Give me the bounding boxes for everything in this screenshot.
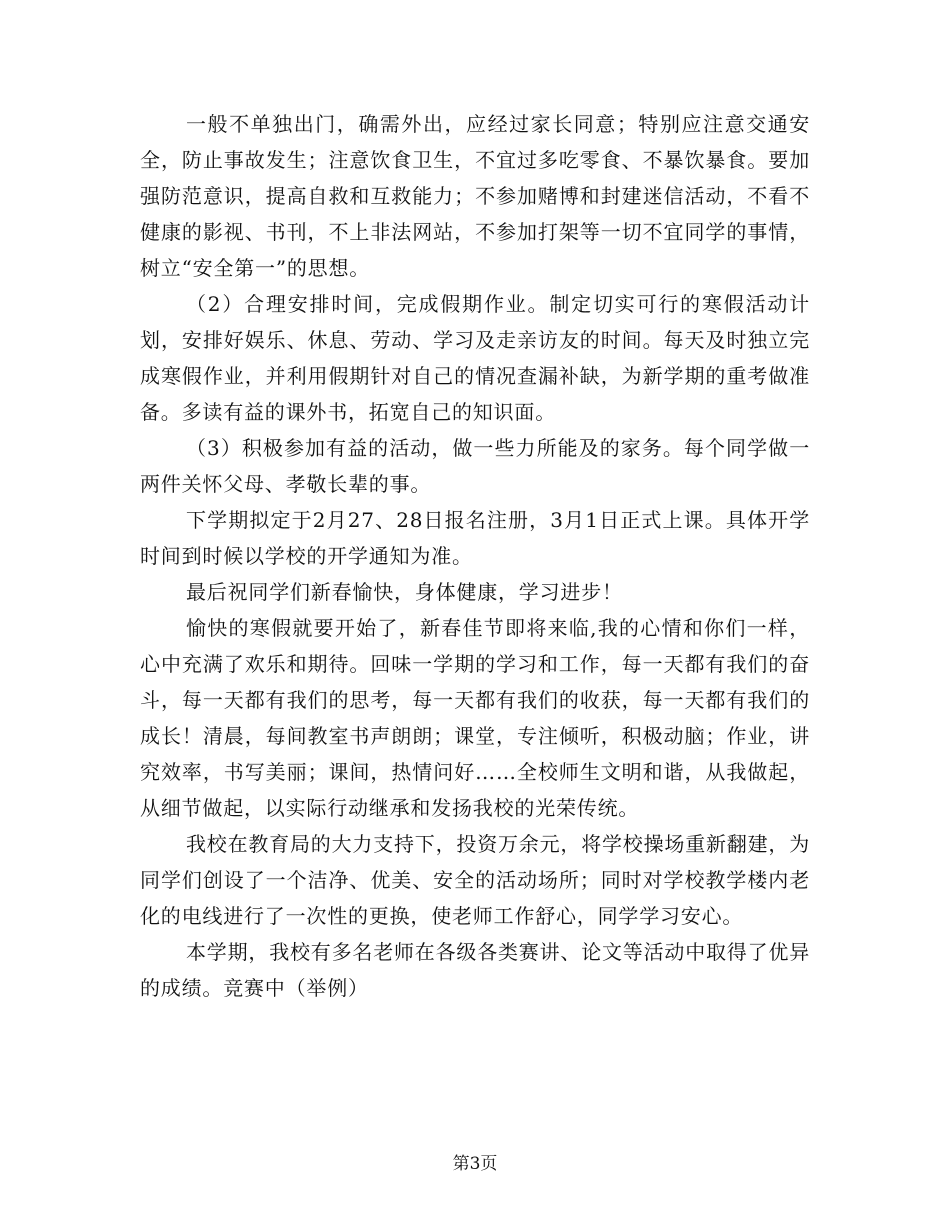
paragraph-achievements: 本学期，我校有多名老师在各级各类赛讲、论文等活动中取得了优异的成绩。竞赛中（举例） xyxy=(140,940,810,1000)
document-body xyxy=(140,106,810,1006)
paragraph-safety: 一般不单独出门，确需外出，应经过家长同意；特别应注意交通安全，防止事故发生；注意饮食卫生，不宜过多吃零食、不暴饮暴食。要加强防范意识，提高自救和互救能力；不参加赌博和封建迷信活动，不看不健康的影视、书刊，不上非法网站，不参加打架等一切不宜同学的事情，树立“安全第一”的思想。 xyxy=(140,112,810,280)
paragraph-registration: 下学期拟定于2月27、28日报名注册，3月1日正式上课。具体开学时间到时候以学校的开学通知为准。 xyxy=(140,508,810,568)
page-number: 第3页 xyxy=(452,1154,498,1174)
paragraph-time-management: （2）合理安排时间，完成假期作业。制定切实可行的寒假活动计划，安排好娱乐、休息、劳动、学习及走亲访友的时间。每天及时独立完成寒假作业，并利用假期针对自己的情况查漏补缺，为新学期的重考做准备。多读有益的课外书，拓宽自己的知识面。 xyxy=(140,292,810,424)
paragraph-wishes: 最后祝同学们新春愉快，身体健康，学习进步！ xyxy=(186,580,623,604)
paragraph-winter-break: 愉快的寒假就要开始了，新春佳节即将来临,我的心情和你们一样，心中充满了欢乐和期待。回味一学期的学习和工作，每一天都有我们的奋斗，每一天都有我们的思考，每一天都有我们的收获，每一天都有我们的成长！清晨，每间教室书声朗朗；课堂，专注倾听，积极动脑；作业，讲究效率，书写美丽；课间，热情问好……全校师生文明和谐，从我做起，从细节做起，以实际行动继承和发扬我校的光荣传统。 xyxy=(140,616,810,820)
paragraph-activities: （3）积极参加有益的活动，做一些力所能及的家务。每个同学做一两件关怀父母、孝敬长辈的事。 xyxy=(140,436,810,496)
paragraph-playground: 我校在教育局的大力支持下，投资万余元，将学校操场重新翻建，为同学们创设了一个洁净、优美、安全的活动场所；同时对学校教学楼内老化的电线进行了一次性的更换，使老师工作舒心，同学学习安心。 xyxy=(140,832,810,928)
